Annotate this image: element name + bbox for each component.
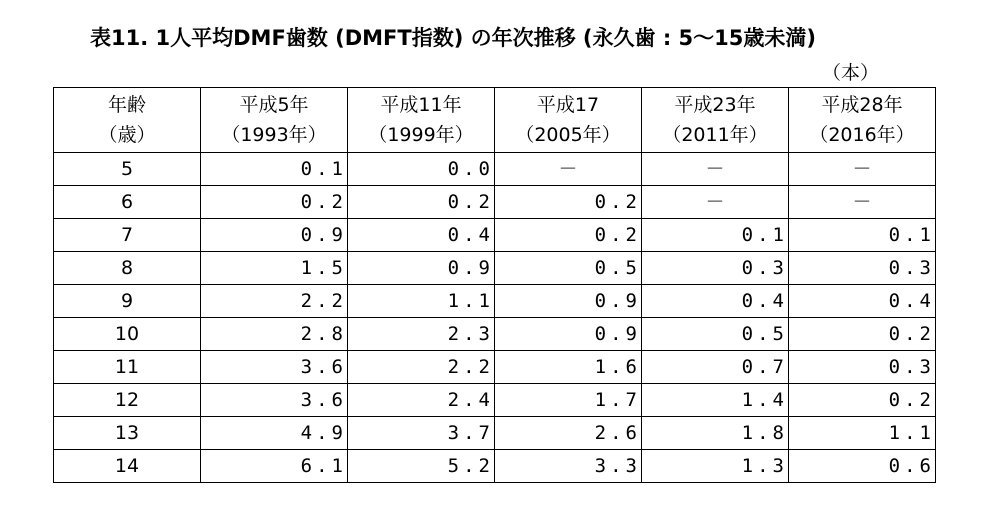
table-row	[54, 285, 936, 318]
value-cell: 1.7	[495, 384, 642, 417]
header-line2: （1993年）	[221, 124, 327, 146]
age-cell: 5	[54, 153, 201, 186]
header-line2: （歳）	[98, 124, 156, 146]
value-cell: 0.9	[495, 285, 642, 318]
value-cell: 0.7	[642, 351, 789, 384]
table-row	[54, 450, 936, 483]
value-cell: 0.2	[348, 186, 495, 219]
header-line2: （2016年）	[809, 124, 915, 146]
value-cell: 4.9	[201, 417, 348, 450]
value-cell: 5.2	[348, 450, 495, 483]
header-1993	[201, 88, 348, 153]
header-1999	[348, 88, 495, 153]
table-title: 表11. 1人平均DMF歯数 (DMFT指数) の年次推移 (永久歯 : 5～15歳未満)	[90, 26, 816, 50]
header-line1: 平成17	[536, 94, 600, 116]
value-cell: 0.4	[789, 285, 936, 318]
value-cell: 0.2	[201, 186, 348, 219]
value-cell: 0.3	[789, 252, 936, 285]
value-cell: 1.8	[642, 417, 789, 450]
value-cell: 2.6	[495, 417, 642, 450]
header-age	[54, 88, 201, 153]
value-cell: 2.2	[348, 351, 495, 384]
value-cell: 0.2	[495, 219, 642, 252]
value-cell: 0.3	[789, 351, 936, 384]
age-cell: 9	[54, 285, 201, 318]
table-row	[54, 351, 936, 384]
table-row	[54, 186, 936, 219]
value-cell: 0.9	[495, 318, 642, 351]
value-cell: 0.5	[495, 252, 642, 285]
table-body	[54, 153, 936, 483]
header-line1: 平成5年	[239, 94, 309, 116]
value-cell: 0.1	[789, 219, 936, 252]
header-line1: 平成23年	[674, 94, 756, 116]
table-row	[54, 417, 936, 450]
age-cell: 13	[54, 417, 201, 450]
value-cell: 0.3	[642, 252, 789, 285]
empty-value-cell: －	[642, 186, 789, 219]
value-cell: 0.2	[495, 186, 642, 219]
header-row	[54, 88, 936, 153]
value-cell: 1.6	[495, 351, 642, 384]
header-line1: 平成28年	[821, 94, 903, 116]
value-cell: 1.3	[642, 450, 789, 483]
age-cell: 12	[54, 384, 201, 417]
empty-value-cell: －	[789, 153, 936, 186]
value-cell: 6.1	[201, 450, 348, 483]
age-cell: 10	[54, 318, 201, 351]
value-cell: 1.5	[201, 252, 348, 285]
value-cell: 0.4	[348, 219, 495, 252]
table-row	[54, 384, 936, 417]
empty-value-cell: －	[495, 153, 642, 186]
table-row	[54, 318, 936, 351]
value-cell: 0.4	[642, 285, 789, 318]
table-row	[54, 252, 936, 285]
value-cell: 0.9	[201, 219, 348, 252]
value-cell: 3.3	[495, 450, 642, 483]
table-row	[54, 219, 936, 252]
unit-label: （本）	[822, 62, 880, 84]
age-cell: 6	[54, 186, 201, 219]
value-cell: 2.8	[201, 318, 348, 351]
value-cell: 3.6	[201, 384, 348, 417]
dmft-table	[53, 87, 936, 483]
header-2011	[642, 88, 789, 153]
age-cell: 11	[54, 351, 201, 384]
value-cell: 0.1	[201, 153, 348, 186]
header-2005	[495, 88, 642, 153]
value-cell: 0.2	[789, 318, 936, 351]
header-line2: （2011年）	[662, 124, 768, 146]
value-cell: 0.1	[642, 219, 789, 252]
header-2016	[789, 88, 936, 153]
empty-value-cell: －	[642, 153, 789, 186]
header-line2: （1999年）	[368, 124, 474, 146]
age-cell: 14	[54, 450, 201, 483]
value-cell: 2.3	[348, 318, 495, 351]
age-cell: 7	[54, 219, 201, 252]
value-cell: 3.7	[348, 417, 495, 450]
value-cell: 0.5	[642, 318, 789, 351]
value-cell: 1.1	[789, 417, 936, 450]
header-line1: 平成11年	[380, 94, 462, 116]
value-cell: 0.0	[348, 153, 495, 186]
value-cell: 3.6	[201, 351, 348, 384]
value-cell: 0.9	[348, 252, 495, 285]
header-line1: 年齢	[107, 94, 146, 116]
value-cell: 0.6	[789, 450, 936, 483]
value-cell: 0.2	[789, 384, 936, 417]
value-cell: 1.4	[642, 384, 789, 417]
table-row	[54, 153, 936, 186]
value-cell: 1.1	[348, 285, 495, 318]
value-cell: 2.2	[201, 285, 348, 318]
value-cell: 2.4	[348, 384, 495, 417]
empty-value-cell: －	[789, 186, 936, 219]
age-cell: 8	[54, 252, 201, 285]
header-line2: （2005年）	[515, 124, 621, 146]
